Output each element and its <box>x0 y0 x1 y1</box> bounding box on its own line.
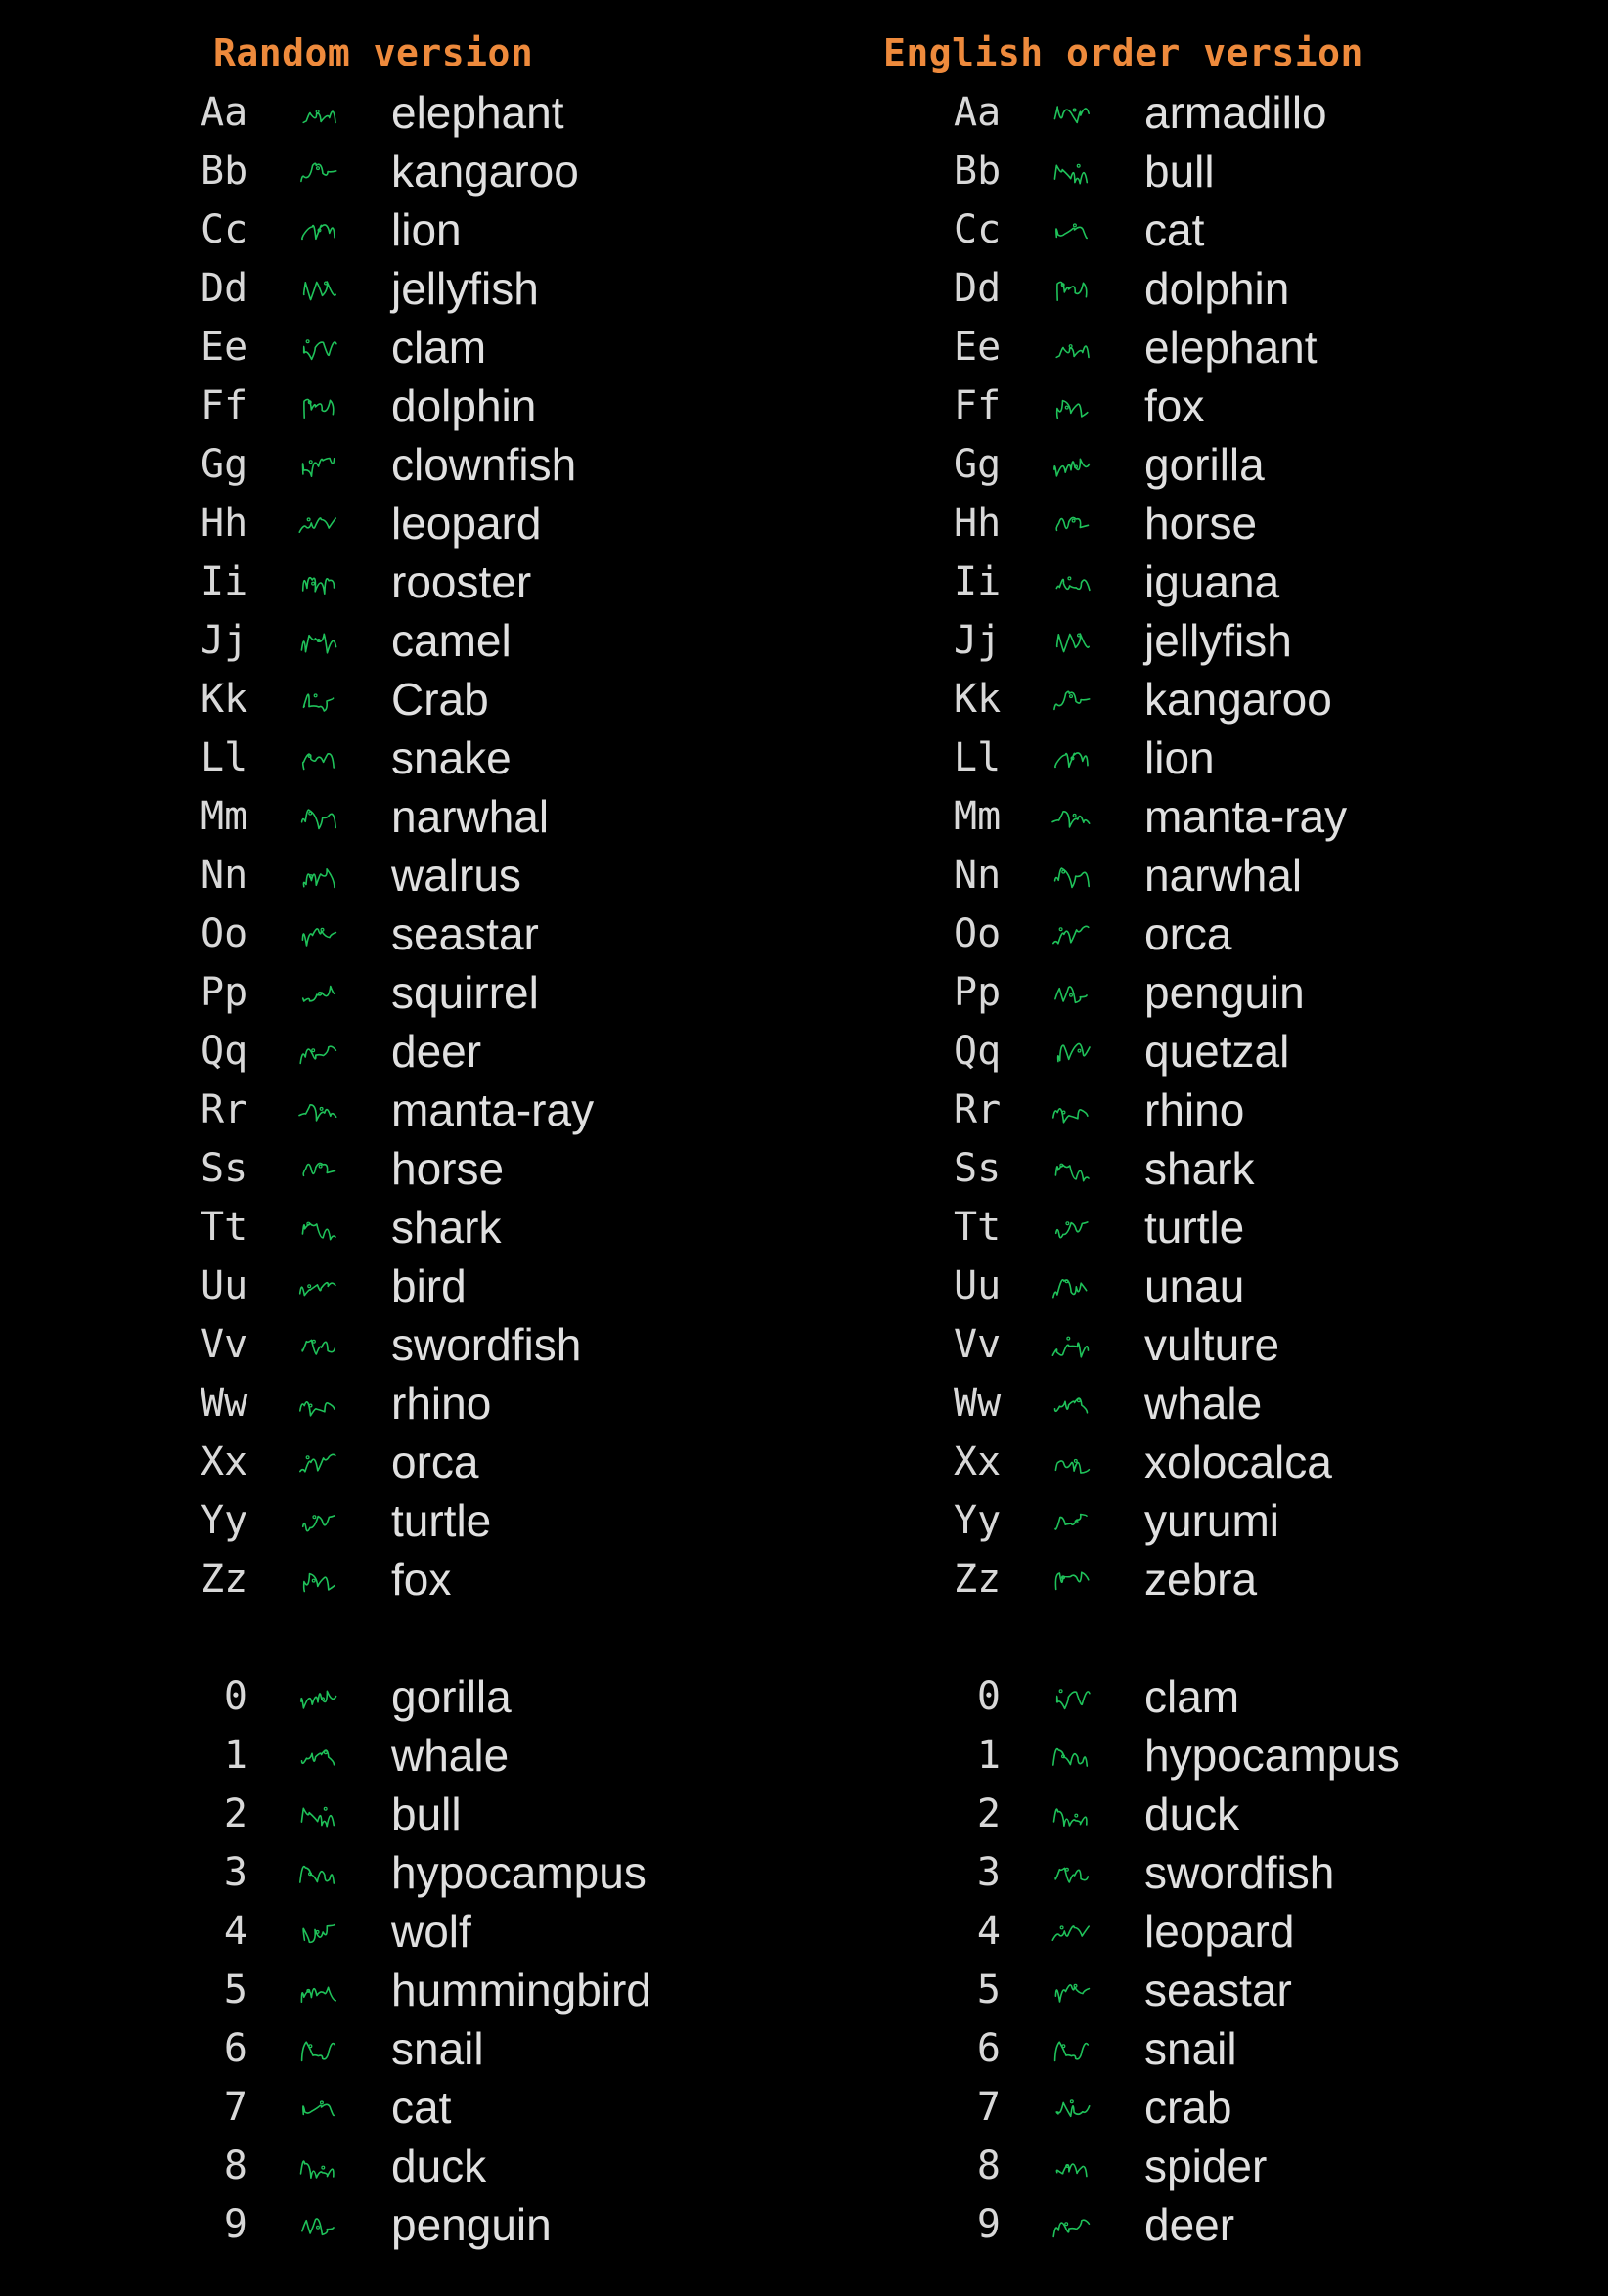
list-item <box>0 1140 685 1199</box>
animal-name: gorilla <box>391 1671 512 1722</box>
animal-name: crab <box>1144 2082 1232 2133</box>
list-item <box>753 1375 1438 1434</box>
letter-label: Bb <box>201 149 248 194</box>
list-item <box>753 1786 1438 1844</box>
digit-label: 3 <box>223 1850 247 1895</box>
letter-label: Tt <box>201 1205 248 1250</box>
animal-name: shark <box>391 1202 502 1253</box>
manta-ray-icon <box>295 1095 338 1128</box>
elephant-icon <box>1049 332 1092 366</box>
shark-icon <box>1049 1154 1092 1187</box>
list-item <box>0 1375 685 1434</box>
list-item <box>753 612 1438 671</box>
digit-label: 6 <box>223 2026 247 2071</box>
duck-icon <box>1049 1799 1092 1832</box>
list-item <box>0 671 685 729</box>
squirrel-icon <box>295 978 338 1011</box>
digit-label: 1 <box>223 1733 247 1778</box>
orca-icon <box>1049 919 1092 952</box>
list-item <box>0 1903 685 1962</box>
leopard-icon <box>1049 1917 1092 1950</box>
letter-label: Vv <box>954 1322 1002 1367</box>
digit-label: 7 <box>976 2085 1001 2130</box>
list-item <box>753 260 1438 319</box>
unau-icon <box>1049 1271 1092 1304</box>
letter-label: Cc <box>954 207 1002 252</box>
animal-name: kangaroo <box>1144 674 1332 725</box>
letter-label: Ll <box>954 735 1002 780</box>
letter-label: Jj <box>201 618 248 663</box>
list-item <box>753 2196 1438 2255</box>
letter-label: Uu <box>201 1263 248 1308</box>
animal-name: clam <box>1144 1671 1240 1722</box>
animal-name: snail <box>391 2023 484 2074</box>
digit-label: 2 <box>976 1791 1001 1836</box>
gorilla-icon <box>1049 450 1092 483</box>
list-item <box>753 1082 1438 1140</box>
digit-label: 7 <box>223 2085 247 2130</box>
list-item <box>0 377 685 436</box>
animal-name: clam <box>391 322 487 373</box>
list-item <box>753 905 1438 964</box>
animal-name: orca <box>1144 908 1232 959</box>
list-item <box>753 671 1438 729</box>
list-item <box>0 84 685 143</box>
whale-icon <box>1049 1389 1092 1422</box>
letter-label: Oo <box>201 911 248 956</box>
animal-name: iguana <box>1144 556 1280 607</box>
digit-label: 9 <box>976 2202 1001 2247</box>
english-order-rows <box>753 84 1438 2255</box>
letter-label: Zz <box>954 1557 1002 1602</box>
hummingbird-icon <box>295 1975 338 2009</box>
list-item <box>753 1316 1438 1375</box>
animal-name: leopard <box>391 498 542 549</box>
digit-label: 4 <box>223 1909 247 1954</box>
animal-name: gorilla <box>1144 439 1265 490</box>
animal-name: narwhal <box>1144 850 1303 901</box>
list-item <box>0 436 685 495</box>
letter-label: Tt <box>954 1205 1002 1250</box>
fox-icon <box>1049 391 1092 424</box>
list-item <box>0 2196 685 2255</box>
animal-name: dolphin <box>1144 263 1290 314</box>
list-item <box>753 2020 1438 2079</box>
zebra-icon <box>1049 1565 1092 1598</box>
letter-label: Vv <box>201 1322 248 1367</box>
snail-icon <box>295 2034 338 2067</box>
animal-name: snail <box>1144 2023 1237 2074</box>
list-item <box>753 143 1438 201</box>
animal-name: snake <box>391 732 512 783</box>
animal-name: bird <box>391 1260 467 1311</box>
letter-label: Ee <box>201 325 248 370</box>
whale-icon <box>295 1741 338 1774</box>
letter-label: Oo <box>954 911 1002 956</box>
animal-name: duck <box>1144 1788 1240 1839</box>
animal-name: lion <box>1144 732 1215 783</box>
animal-name: swordfish <box>1144 1847 1335 1898</box>
letter-label: Zz <box>201 1557 248 1602</box>
letter-label: Ss <box>201 1146 248 1191</box>
letter-label: Gg <box>954 442 1002 487</box>
animal-name: hypocampus <box>1144 1730 1400 1781</box>
jellyfish-icon <box>295 274 338 307</box>
digit-label: 5 <box>223 1967 247 2012</box>
dolphin-icon <box>1049 274 1092 307</box>
list-item <box>753 2079 1438 2138</box>
spider-icon <box>1049 2151 1092 2185</box>
letter-label: Ww <box>201 1381 248 1426</box>
horse-icon <box>1049 508 1092 542</box>
swordfish-icon <box>295 1330 338 1363</box>
animal-name: jellyfish <box>1144 615 1292 666</box>
list-item <box>753 847 1438 905</box>
list-item <box>0 1434 685 1492</box>
narwhal-icon <box>295 802 338 835</box>
animal-name: bull <box>1144 146 1215 197</box>
letter-label: Hh <box>201 501 248 546</box>
duck-icon <box>295 2151 338 2185</box>
animal-name: narwhal <box>391 791 550 842</box>
animal-name: seastar <box>391 908 539 959</box>
seastar-icon <box>1049 1975 1092 2009</box>
list-item <box>0 2020 685 2079</box>
animal-name: manta-ray <box>1144 791 1348 842</box>
hypocampus-icon <box>295 1858 338 1891</box>
animal-name: fox <box>391 1554 452 1605</box>
list-item <box>0 729 685 788</box>
list-item <box>0 319 685 377</box>
list-item <box>0 201 685 260</box>
list-item <box>753 788 1438 847</box>
list-item <box>753 84 1438 143</box>
random-version-rows <box>0 84 685 2255</box>
digit-label: 9 <box>223 2202 247 2247</box>
letter-label: Hh <box>954 501 1002 546</box>
bird-icon <box>295 1271 338 1304</box>
list-item <box>0 1668 685 1727</box>
horse-icon <box>295 1154 338 1187</box>
list-item <box>753 1434 1438 1492</box>
digit-label: 2 <box>223 1791 247 1836</box>
animal-name: hypocampus <box>391 1847 647 1898</box>
turtle-icon <box>295 1506 338 1539</box>
animal-name: spider <box>1144 2141 1268 2191</box>
list-item <box>0 612 685 671</box>
letter-label: Pp <box>954 970 1002 1015</box>
list-item <box>0 1258 685 1316</box>
animal-name: quetzal <box>1144 1026 1290 1077</box>
lion-icon <box>295 215 338 248</box>
section-spacer <box>0 1610 685 1668</box>
list-item <box>753 495 1438 553</box>
letter-label: Aa <box>954 90 1002 135</box>
animal-name: camel <box>391 615 512 666</box>
list-item <box>0 1023 685 1082</box>
snake-icon <box>295 743 338 776</box>
animal-name: cat <box>391 2082 452 2133</box>
animal-name: bull <box>391 1788 462 1839</box>
letter-label: Rr <box>954 1087 1002 1132</box>
animal-name: hummingbird <box>391 1965 651 2015</box>
digit-label: 0 <box>976 1674 1001 1719</box>
kangaroo-icon <box>295 156 338 190</box>
list-item <box>753 1727 1438 1786</box>
list-item <box>753 1140 1438 1199</box>
animal-name: manta-ray <box>391 1084 595 1135</box>
list-item <box>0 553 685 612</box>
list-item <box>753 1962 1438 2020</box>
animal-name: turtle <box>391 1495 492 1546</box>
elephant-icon <box>295 98 338 131</box>
animal-name: shark <box>1144 1143 1255 1194</box>
letter-label: Yy <box>954 1498 1002 1543</box>
cat-icon <box>295 2093 338 2126</box>
snail-icon <box>1049 2034 1092 2067</box>
section-spacer <box>753 1610 1438 1668</box>
list-item <box>753 1551 1438 1610</box>
list-item <box>753 201 1438 260</box>
letter-label: Ii <box>954 559 1002 604</box>
clownfish-icon <box>295 450 338 483</box>
letter-label: Nn <box>954 853 1002 898</box>
list-item <box>0 1199 685 1258</box>
digit-label: 4 <box>976 1909 1001 1954</box>
list-item <box>0 143 685 201</box>
animal-name: clownfish <box>391 439 577 490</box>
letter-label: Bb <box>954 149 1002 194</box>
letter-label: Mm <box>201 794 248 839</box>
lion-icon <box>1049 743 1092 776</box>
gorilla-icon <box>295 1682 338 1715</box>
yurumi-icon <box>1049 1506 1092 1539</box>
fox-icon <box>295 1565 338 1598</box>
animal-name: walrus <box>391 850 521 901</box>
letter-label: Xx <box>954 1439 1002 1484</box>
animal-name: lion <box>391 204 462 255</box>
digit-label: 6 <box>976 2026 1001 2071</box>
shark-icon <box>295 1213 338 1246</box>
animal-name: penguin <box>1144 967 1305 1018</box>
digit-label: 0 <box>223 1674 247 1719</box>
turtle-icon <box>1049 1213 1092 1246</box>
letter-label: Kk <box>954 677 1002 722</box>
list-item <box>0 1844 685 1903</box>
clam-icon <box>295 332 338 366</box>
list-item <box>753 1258 1438 1316</box>
animal-name: rhino <box>391 1378 492 1429</box>
list-item <box>753 1023 1438 1082</box>
animal-name: orca <box>391 1436 479 1487</box>
letter-label: Cc <box>201 207 248 252</box>
letter-label: Ff <box>954 383 1002 428</box>
animal-name: Crab <box>391 674 489 725</box>
seastar-icon <box>295 919 338 952</box>
animal-name: elephant <box>391 87 564 138</box>
list-item <box>753 1199 1438 1258</box>
list-item <box>0 1316 685 1375</box>
deer-icon <box>1049 2210 1092 2243</box>
digit-label: 8 <box>223 2143 247 2188</box>
penguin-icon <box>1049 978 1092 1011</box>
swordfish-icon <box>1049 1858 1092 1891</box>
animal-name: seastar <box>1144 1965 1292 2015</box>
letter-label: Rr <box>201 1087 248 1132</box>
animal-name: jellyfish <box>391 263 539 314</box>
letter-label: Kk <box>201 677 248 722</box>
letter-label: Uu <box>954 1263 1002 1308</box>
camel-icon <box>295 626 338 659</box>
list-item <box>0 1082 685 1140</box>
list-item <box>753 729 1438 788</box>
kangaroo-icon <box>1049 684 1092 718</box>
bull-icon <box>1049 156 1092 190</box>
vulture-icon <box>1049 1330 1092 1363</box>
letter-label: Nn <box>201 853 248 898</box>
animal-name: rooster <box>391 556 532 607</box>
dolphin-icon <box>295 391 338 424</box>
animal-name: squirrel <box>391 967 539 1018</box>
list-item <box>0 1551 685 1610</box>
animal-name: duck <box>391 2141 487 2191</box>
list-item <box>0 1727 685 1786</box>
animal-name: elephant <box>1144 322 1318 373</box>
letter-label: Ee <box>954 325 1002 370</box>
animal-name: turtle <box>1144 1202 1245 1253</box>
letter-label: Jj <box>954 618 1002 663</box>
hypocampus-icon <box>1049 1741 1092 1774</box>
leopard-icon <box>295 508 338 542</box>
list-item <box>753 1492 1438 1551</box>
rooster-icon <box>295 567 338 600</box>
narwhal-icon <box>1049 861 1092 894</box>
list-item <box>753 377 1438 436</box>
list-item <box>0 260 685 319</box>
list-item <box>0 2138 685 2196</box>
digit-label: 3 <box>976 1850 1001 1895</box>
animal-name: horse <box>391 1143 505 1194</box>
animal-name: vulture <box>1144 1319 1280 1370</box>
list-item <box>753 1903 1438 1962</box>
animal-name: xolocalca <box>1144 1436 1332 1487</box>
animal-name: dolphin <box>391 380 537 431</box>
letter-label: Qq <box>954 1029 1002 1074</box>
cat-icon <box>1049 215 1092 248</box>
random-version-heading: Random version <box>213 31 534 74</box>
animal-name: unau <box>1144 1260 1245 1311</box>
letter-label: Xx <box>201 1439 248 1484</box>
letter-label: Qq <box>201 1029 248 1074</box>
manta-ray-icon <box>1049 802 1092 835</box>
list-item <box>0 2079 685 2138</box>
list-item <box>753 2138 1438 2196</box>
deer-icon <box>295 1037 338 1070</box>
letter-label: Dd <box>201 266 248 311</box>
animal-name: fox <box>1144 380 1205 431</box>
bull-icon <box>295 1799 338 1832</box>
animal-name: deer <box>391 1026 482 1077</box>
english-order-heading: English order version <box>883 31 1363 74</box>
list-item <box>0 847 685 905</box>
list-item <box>753 436 1438 495</box>
letter-label: Yy <box>201 1498 248 1543</box>
list-item <box>753 553 1438 612</box>
crab-icon <box>1049 2093 1092 2126</box>
letter-label: Aa <box>201 90 248 135</box>
animal-name: swordfish <box>391 1319 582 1370</box>
list-item <box>753 319 1438 377</box>
letter-label: Pp <box>201 970 248 1015</box>
letter-label: Ii <box>201 559 248 604</box>
letter-label: Mm <box>954 794 1002 839</box>
list-item <box>0 788 685 847</box>
jellyfish-icon <box>1049 626 1092 659</box>
wolf-icon <box>295 1917 338 1950</box>
clam-icon <box>1049 1682 1092 1715</box>
animal-name: zebra <box>1144 1554 1258 1605</box>
animal-name: leopard <box>1144 1906 1295 1957</box>
letter-label: Ff <box>201 383 248 428</box>
list-item <box>0 1492 685 1551</box>
list-item <box>0 1786 685 1844</box>
rhino-icon <box>1049 1095 1092 1128</box>
armadillo-icon <box>1049 98 1092 131</box>
animal-name: wolf <box>391 1906 471 1957</box>
digit-label: 1 <box>976 1733 1001 1778</box>
list-item <box>0 1962 685 2020</box>
xolocalca-icon <box>1049 1447 1092 1480</box>
crab-icon <box>295 684 338 718</box>
digit-label: 8 <box>976 2143 1001 2188</box>
list-item <box>753 964 1438 1023</box>
animal-name: yurumi <box>1144 1495 1280 1546</box>
orca-icon <box>295 1447 338 1480</box>
iguana-icon <box>1049 567 1092 600</box>
penguin-icon <box>295 2210 338 2243</box>
animal-name: deer <box>1144 2199 1235 2250</box>
animal-name: whale <box>1144 1378 1263 1429</box>
letter-label: Ll <box>201 735 248 780</box>
animal-name: armadillo <box>1144 87 1327 138</box>
walrus-icon <box>295 861 338 894</box>
animal-name: penguin <box>391 2199 552 2250</box>
animal-name: kangaroo <box>391 146 579 197</box>
list-item <box>0 964 685 1023</box>
animal-name: rhino <box>1144 1084 1245 1135</box>
list-item <box>753 1668 1438 1727</box>
animal-name: whale <box>391 1730 510 1781</box>
letter-label: Gg <box>201 442 248 487</box>
animal-name: cat <box>1144 204 1205 255</box>
letter-label: Dd <box>954 266 1002 311</box>
quetzal-icon <box>1049 1037 1092 1070</box>
digit-label: 5 <box>976 1967 1001 2012</box>
list-item <box>0 905 685 964</box>
letter-label: Ww <box>954 1381 1002 1426</box>
animal-name: horse <box>1144 498 1258 549</box>
list-item <box>0 495 685 553</box>
letter-label: Ss <box>954 1146 1002 1191</box>
rhino-icon <box>295 1389 338 1422</box>
list-item <box>753 1844 1438 1903</box>
